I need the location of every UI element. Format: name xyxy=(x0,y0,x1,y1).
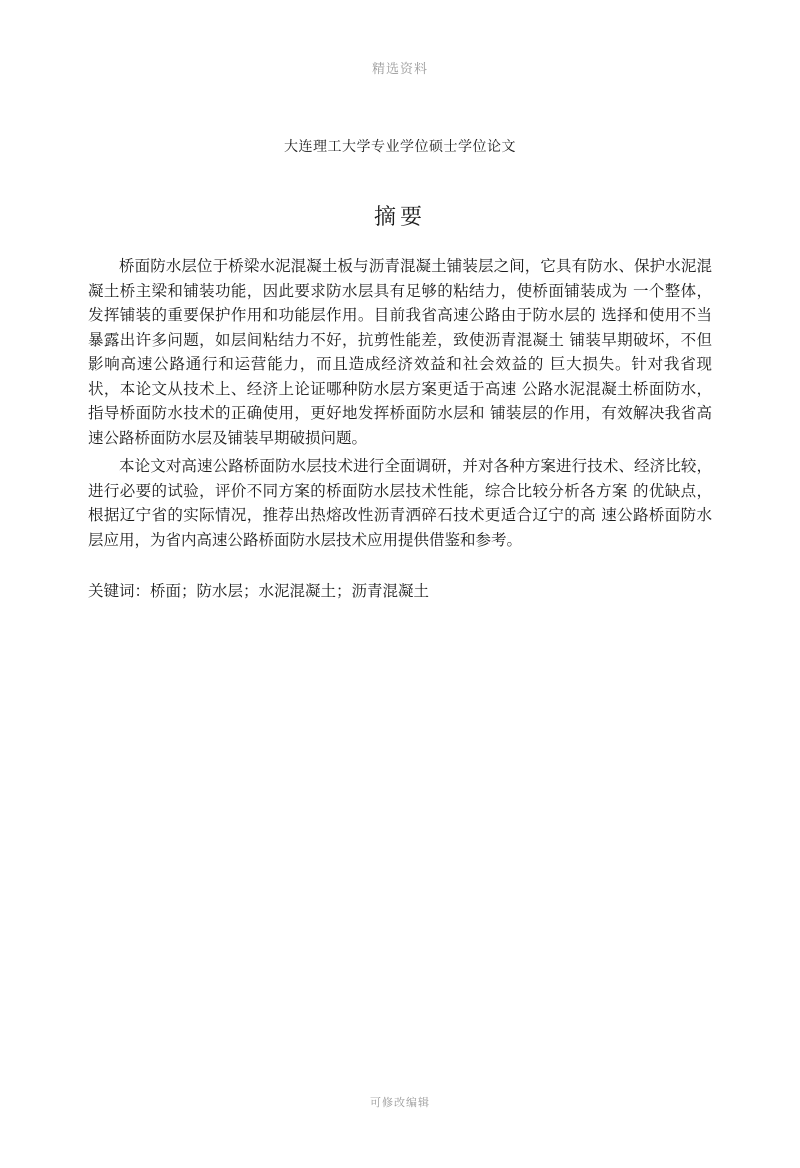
abstract-paragraph-2: 本论文对高速公路桥面防水层技术进行全面调研，并对各种方案进行技术、经济比较，进行必要的试验，评价不同方案的桥面防水层技术性能，综合比较分析各方案 的优缺点，根据辽宁省的实际情况，推荐出热熔改性沥青洒碎石技术更适合辽宁的高 速公路桥面防水层应用，为省内高速公路桥面防水层技术应用提供借鉴和参考。 xyxy=(88,457,712,549)
header-watermark: 精选资料 xyxy=(371,62,428,77)
abstract-body xyxy=(88,254,712,556)
thesis-header: 大连理工大学专业学位硕士学位论文 xyxy=(284,139,516,155)
footer-watermark: 可修改编辑 xyxy=(370,1096,430,1109)
abstract-paragraph-1: 桥面防水层位于桥梁水泥混凝土板与沥青混凝土铺装层之间，它具有防水、保护水泥混凝土桥主梁和铺装功能，因此要求防水层具有足够的粘结力，使桥面铺装成为 一个整体，发挥铺装的重要保护作用和功能层作用。目前我省高速公路由于防水层的 选择和使用不当暴露出许多问题，如层间粘结力不好，抗剪性能差，致使沥青混凝土 铺装早期破坏，不但影响高速公路通行和运营能力，而且造成经济效益和社会效益的 巨大损失。针对我省现状，本论文从技术上、经济上论证哪种防水层方案更适于高速 公路水泥混凝土桥面防水，指导桥面防水技术的正确使用，更好地发挥桥面防水层和 铺装层的作用，有效解决我省高速公路桥面防水层及铺装早期破损问题。 xyxy=(88,257,712,447)
keywords-line: 关键词：桥面；防水层；水泥混凝土；沥青混凝土 xyxy=(88,582,430,600)
abstract-title: 摘要 xyxy=(373,205,426,230)
